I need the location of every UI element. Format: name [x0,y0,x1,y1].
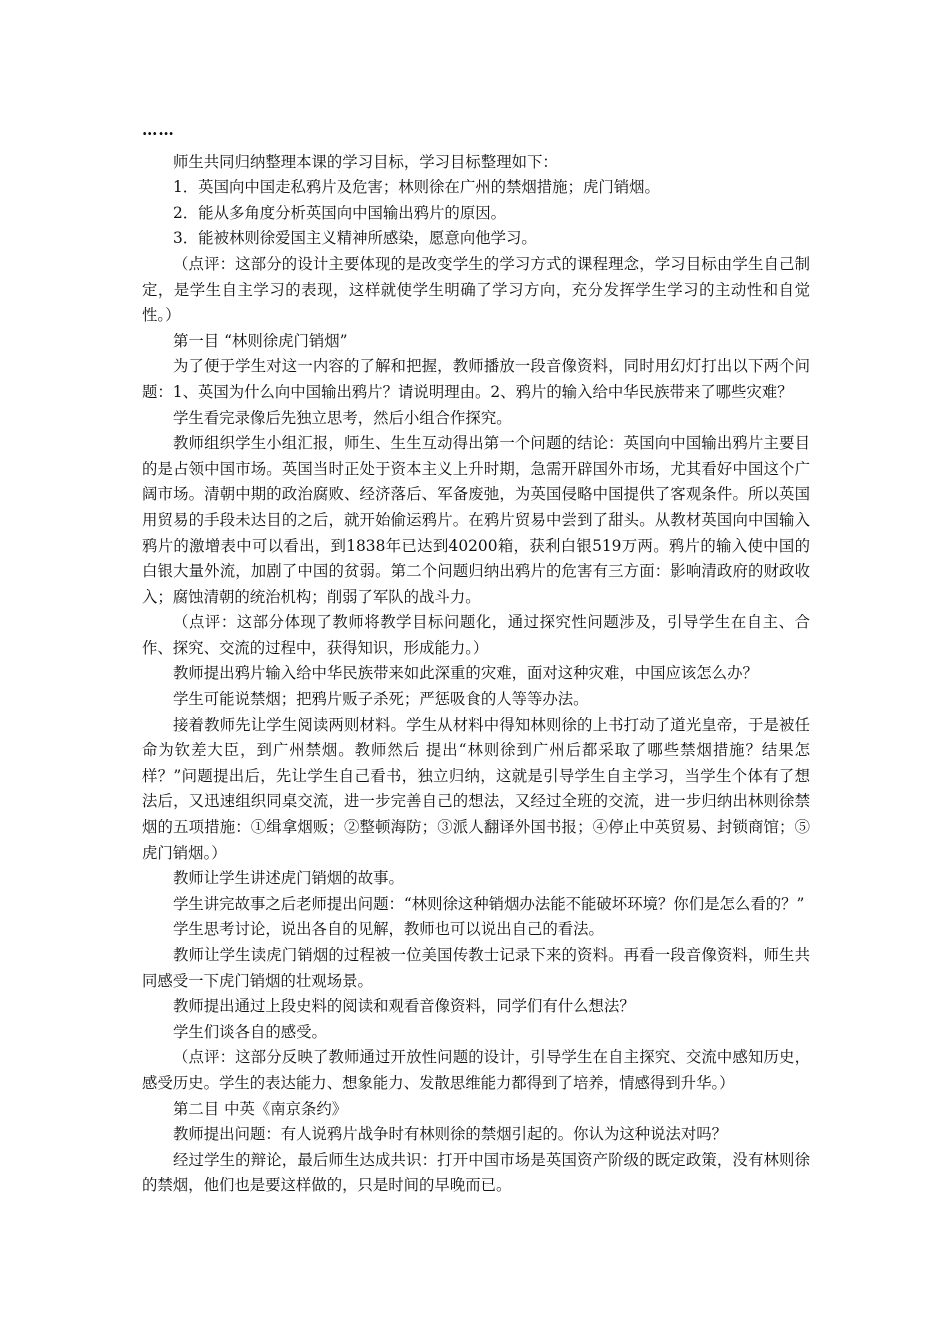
body-paragraph: 接着教师先让学生阅读两则材料。学生从材料中得知林则徐的上书打动了道光皇帝，于是被任命为钦差大臣，到广州禁烟。教师然后 提出“林则徐到广州后都采取了哪些禁烟措施？结果怎样？”问题提出后，先让学生自己看书，独立归纳，这就是引导学生自主学习，当学生个体有了想法后，又迅速组织同桌交流，进一步完善自己的想法，又经过全班的交流，进一步归纳出林则徐禁烟的五项措施：①缉拿烟贩；②整顿海防；③派人翻译外国书报；④停止中英贸易、封锁商馆；⑤虎门销烟。） [142,715,810,862]
section-heading-2: 第二目 中英《南京条约》 [173,1099,348,1118]
body-paragraph: 学生讲完故事之后老师提出问题：“林则徐这种销烟办法能不能破坏环境？你们是怎么看的？” [173,894,805,913]
body-paragraph: 学生思考讨论，说出各自的见解，教师也可以说出自己的看法。 [173,920,604,939]
intro-paragraph: 师生共同归纳整理本课的学习目标，学习目标整理如下： [173,152,558,171]
goal-3: 3．能被林则徐爱国主义精神所感染，愿意向他学习。 [173,229,537,248]
body-paragraph: 为了便于学生对这一内容的了解和把握，教师播放一段音像资料，同时用幻灯打出以下两个问题：1、英国为什么向中国输出鸦片？请说明理由。2、鸦片的输入给中华民族带来了哪些灾难？ [142,357,810,401]
body-paragraph: 学生看完录像后先独立思考，然后小组合作探究。 [173,408,512,427]
body-paragraph: 学生们谈各自的感受。 [173,1022,327,1041]
body-paragraph: 教师提出通过上段史料的阅读和观看音像资料，同学们有什么想法？ [173,997,635,1016]
ellipsis-marker: …… [142,121,175,139]
body-paragraph: 教师提出问题：有人说鸦片战争时有林则徐的禁烟引起的。你认为这种说法对吗？ [173,1125,728,1144]
goal-1: 1．英国向中国走私鸦片及危害；林则徐在广州的禁烟措施；虎门销烟。 [173,178,660,197]
section-heading-1: 第一目 “林则徐虎门销烟” [173,331,348,350]
body-paragraph: 学生可能说禁烟；把鸦片贩子杀死；严惩吸食的人等等办法。 [173,690,589,709]
comment-paragraph: （点评：这部分的设计主要体现的是改变学生的学习方式的课程理念，学习目标由学生自己制定，是学生自主学习的表现，这样就使学生明确了学习方向，充分发挥学生学习的主动性和自觉性。） [142,254,810,325]
body-paragraph: 教师提出鸦片输入给中华民族带来如此深重的灾难，面对这种灾难，中国应该怎么办？ [173,664,758,683]
comment-paragraph: （点评：这部分反映了教师通过开放性问题的设计，引导学生在自主探究、交流中感知历史，感受历史。学生的表达能力、想象能力、发散思维能力都得到了培养，情感得到升华。） [142,1048,810,1092]
body-paragraph: 经过学生的辩论，最后师生达成共识：打开中国市场是英国资产阶级的既定政策，没有林则徐的禁烟，他们也是要这样做的，只是时间的早晚而已。 [142,1150,810,1195]
body-paragraph: 教师让学生读虎门销烟的过程被一位美国传教士记录下来的资料。再看一段音像资料，师生共同感受一下虎门销烟的壮观场景。 [142,946,810,990]
goal-2: 2．能从多角度分析英国向中国输出鸦片的原因。 [173,203,506,222]
document-page [142,118,810,1199]
body-paragraph: 教师组织学生小组汇报，师生、生生互动得出第一个问题的结论：英国向中国输出鸦片主要目的是占领中国市场。英国当时正处于资本主义上升时期，急需开辟国外市场，尤其看好中国这个广阔市场。清朝中期的政治腐败、经济落后、军备废弛，为英国侵略中国提供了客观条件。所以英国用贸易的手段未达目的之后，就开始偷运鸦片。在鸦片贸易中尝到了甜头。从教材英国向中国输入鸦片的激增表中可以看出，到1838年已达到40200箱，获利白银519万两。鸦片的输入使中国的白银大量外流，加剧了中国的贫弱。第二个问题归纳出鸦片的危害有三方面：影响清政府的财政收入；腐蚀清朝的统治机构；削弱了军队的战斗力。 [142,434,810,606]
body-paragraph: 教师让学生讲述虎门销烟的故事。 [173,869,404,888]
comment-paragraph: （点评：这部分体现了教师将教学目标问题化，通过探究性问题涉及，引导学生在自主、合作、探究、交流的过程中，获得知识，形成能力。） [142,613,810,657]
